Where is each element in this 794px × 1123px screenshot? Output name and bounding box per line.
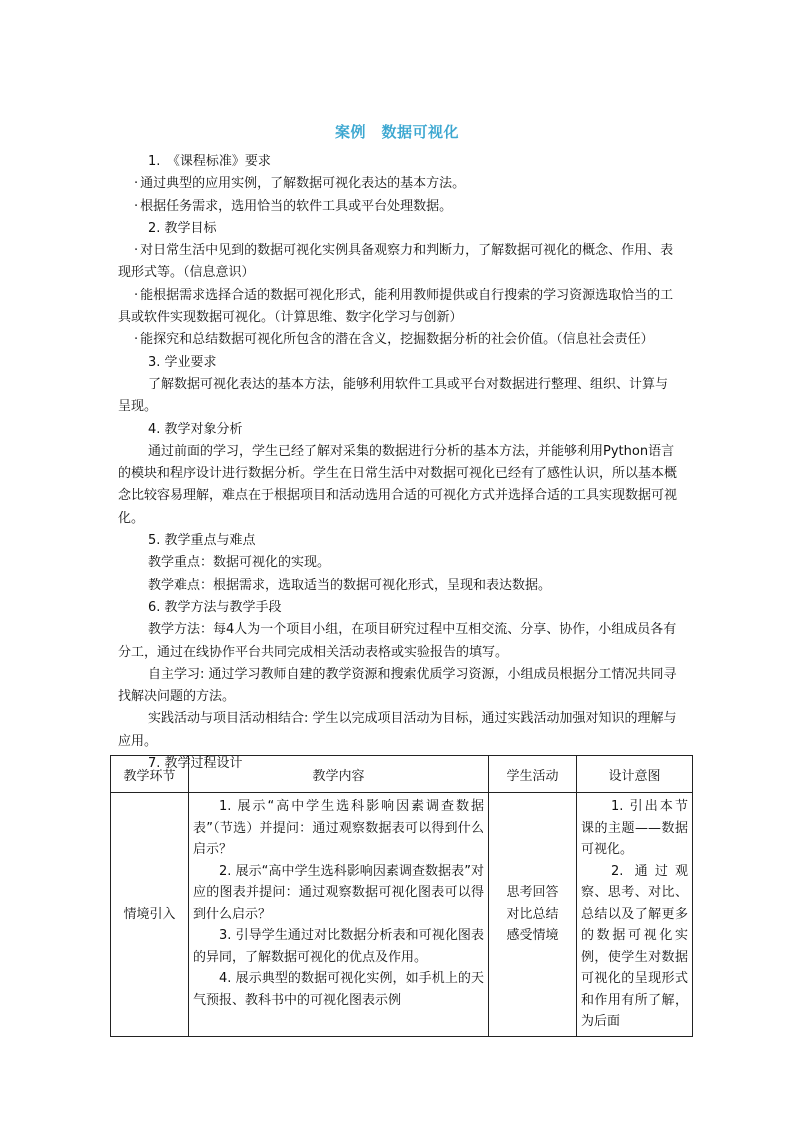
- section-heading: 1. 《课程标准》要求: [148, 154, 271, 169]
- column-header: 教学环节: [111, 756, 189, 793]
- bullet-item: · 对日常生活中见到的数据可视化实例具备观察力和判断力，了解数据可视化的概念、作用、表现形式等。（信息意识）: [118, 243, 674, 281]
- section-heading: 3. 学业要求: [148, 354, 217, 370]
- stage-cell: 情境引入: [111, 793, 189, 1037]
- section-heading: 5. 教学重点与难点: [148, 533, 256, 549]
- intent-item: 1. 引出本节课的主题——数据可视化。: [581, 799, 688, 857]
- content-cell: [189, 793, 489, 1037]
- content-item: 1. 展示“高中学生选科影响因素调查数据表”（节选）并提问：通过观察数据表可以得到什么启示？: [193, 799, 484, 857]
- activity-item: 对比总结: [506, 906, 559, 922]
- column-header: 学生活动: [489, 756, 577, 793]
- section-heading: 4. 教学对象分析: [148, 421, 243, 437]
- paragraph: 实践活动与项目活动相结合: 学生以完成项目活动为目标，通过实践活动加强对知识的理解与应用。: [118, 711, 677, 749]
- paragraph: 了解数据可视化表达的基本方法，能够利用软件工具或平台对数据进行整理、组织、计算与呈现。: [118, 376, 669, 415]
- section-heading: 7. 教学过程设计: [148, 756, 243, 772]
- section-heading: 2. 教学目标: [148, 220, 217, 236]
- table-header-row: [111, 756, 693, 793]
- activity-item: 感受情境: [506, 928, 559, 943]
- paragraph: 教学重点：数据可视化的实现。: [148, 555, 331, 571]
- section-heading: 6. 教学方法与教学手段: [148, 599, 282, 615]
- bullet-item: · 通过典型的应用实例，了解数据可视化表达的基本方法。: [134, 176, 466, 192]
- content-item: 3. 引导学生通过对比数据分析表和可视化图表的异同，了解数据可视化的优点及作用。: [193, 928, 484, 965]
- activity-cell: [489, 793, 577, 1037]
- paragraph: 教学方法：每4人为一个项目小组，在项目研究过程中互相交流、分享、协作，小组成员各有分工，通过在线协作平台共同完成相关活动表格或实验报告的填写。: [118, 622, 677, 660]
- bullet-item: · 能探究和总结数据可视化所包含的潜在含义，挖掘数据分析的社会价值。（信息社会责任）: [134, 332, 654, 348]
- bullet-item: · 根据任务需求，选用恰当的软件工具或平台处理数据。: [134, 198, 453, 214]
- bullet-item: · 能根据需求选择合适的数据可视化形式，能利用教师提供或自行搜索的学习资源选取恰当的工具或软件实现数据可视化。（计算思维、数字化学习与创新）: [118, 287, 674, 326]
- page-title: 案例 数据可视化: [334, 123, 459, 141]
- intent-cell: [577, 793, 693, 1037]
- teaching-process-table: [110, 755, 693, 1037]
- activity-item: 思考回答: [506, 885, 559, 900]
- paragraph: 教学难点：根据需求，选取适当的数据可视化形式，呈现和表达数据。: [148, 577, 552, 593]
- table-row: [111, 793, 693, 1037]
- paragraph: 通过前面的学习，学生已经了解对采集的数据进行分析的基本方法，并能够利用Python语言的模块和程序设计进行数据分析。学生在日常生活中对数据可视化已经有了感性认识，所以基本概念比较容易理解，难点在于根据项目和活动选用合适的可视化方式并选择合适的工具实现数据可视化。: [118, 443, 678, 526]
- intent-item: 2. 通过观察、思考、对比、总结以及了解更多的数据可视化实例，使学生对数据可视化的呈现形式和作用有所了解，为后面: [581, 863, 688, 1029]
- column-header: 教学内容: [189, 756, 489, 793]
- teaching-process-table-wrap: [110, 755, 693, 1037]
- content-item: 2. 展示“高中学生选科影响因素调查数据表”对应的图表并提问：通过观察数据可视化图表可以得到什么启示？: [193, 863, 484, 922]
- document-body: [118, 151, 678, 775]
- content-item: 4. 展示典型的数据可视化实例，如手机上的天气预报、教科书中的可视化图表示例: [193, 971, 484, 1008]
- paragraph: 自主学习: 通过学习教师自建的教学资源和搜索优质学习资源，小组成员根据分工情况共同寻找解决问题的方法。: [118, 666, 677, 705]
- column-header: 设计意图: [577, 756, 693, 793]
